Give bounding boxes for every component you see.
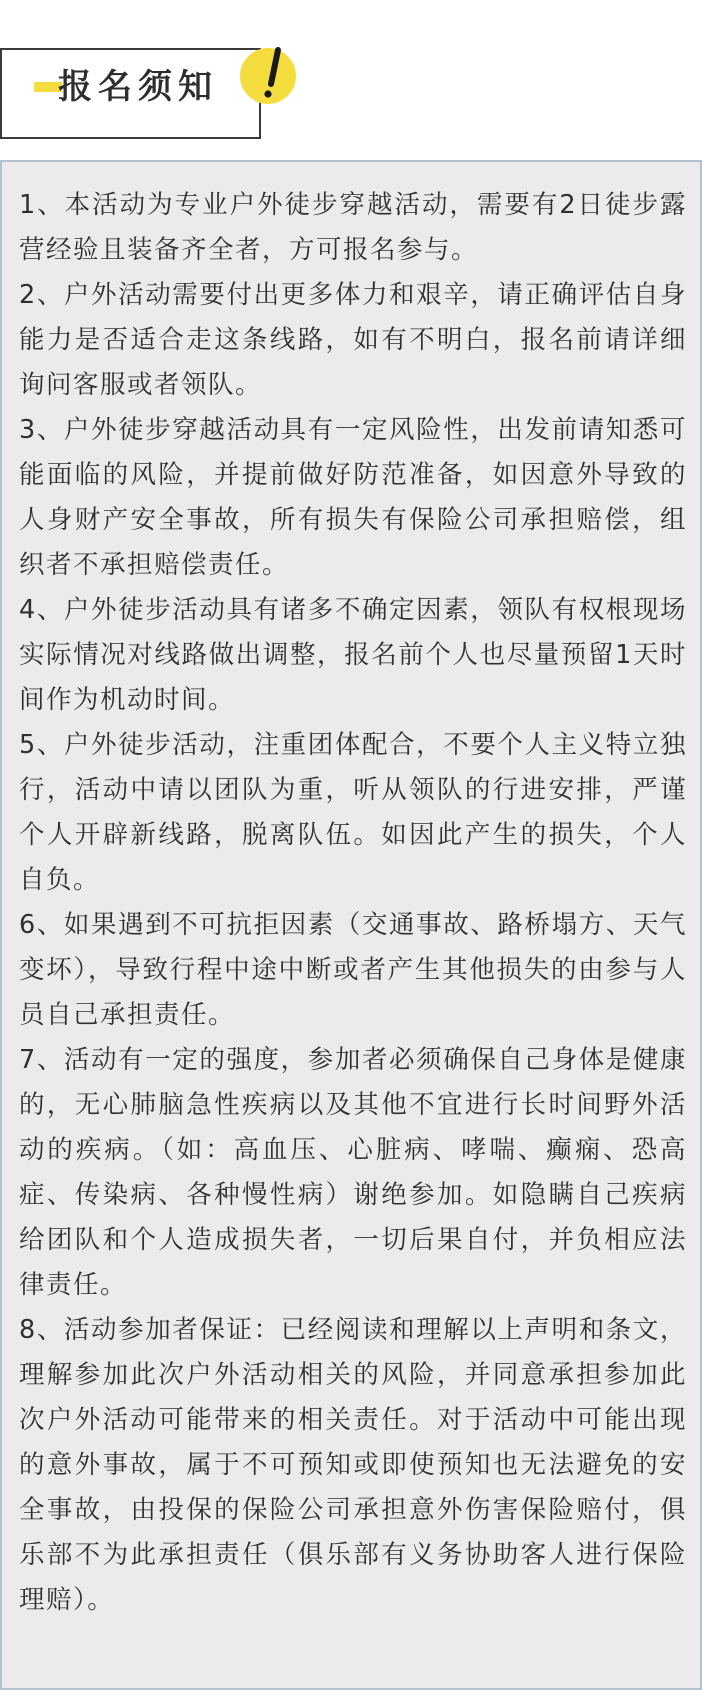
- rule-item: 1、本活动为专业户外徒步穿越活动，需要有2日徒步露营经验且装备齐全者，方可报名参与。: [19, 190, 687, 265]
- rule-item: 2、户外活动需要付出更多体力和艰辛，请正确评估自身能力是否适合走这条线路，如有不明白，报名前请详细询问客服或者领队。: [19, 280, 687, 400]
- rule-item: 8、活动参加者保证：已经阅读和理解以上声明和条文，理解参加此次户外活动相关的风险，并同意承担参加此次户外活动可能带来的相关责任。对于活动中可能出现的意外事故，属于不可预知或即使预知也无法避免的安全事故，由投保的保险公司承担意外伤害保险赔付，俱乐部不为此承担责任（俱乐部有义务协助客人进行保险理赔）。: [19, 1315, 687, 1615]
- page-title: 报名须知: [58, 67, 218, 107]
- rule-item: 3、户外徒步穿越活动具有一定风险性，出发前请知悉可能面临的风险，并提前做好防范准备，如因意外导致的人身财产安全事故，所有损失有保险公司承担赔偿，组织者不承担赔偿责任。: [19, 415, 687, 580]
- rule-item: 4、户外徒步活动具有诸多不确定因素，领队有权根现场实际情况对线路做出调整，报名前个人也尽量预留1天时间作为机动时间。: [19, 595, 687, 715]
- rules-list: [19, 183, 687, 1623]
- rule-item: 7、活动有一定的强度，参加者必须确保自己身体是健康的，无心肺脑急性疾病以及其他不宜进行长时间野外活动的疾病。（如：高血压、心脏病、哮喘、癫痫、恐高症、传染病、各种慢性病）谢绝参加。如隐瞒自己疾病给团队和个人造成损失者，一切后果自付，并负相应法律责任。: [19, 1045, 687, 1300]
- rule-item: 5、户外徒步活动，注重团体配合，不要个人主义特立独行，活动中请以团队为重，听从领队的行进安排，严谨个人开辟新线路，脱离队伍。如因此产生的损失，个人自负。: [19, 730, 687, 895]
- exclamation-icon: [238, 42, 306, 110]
- rule-item: 6、如果遇到不可抗拒因素（交通事故、路桥塌方、天气变坏），导致行程中途中断或者产生其他损失的由参与人员自己承担责任。: [19, 910, 687, 1030]
